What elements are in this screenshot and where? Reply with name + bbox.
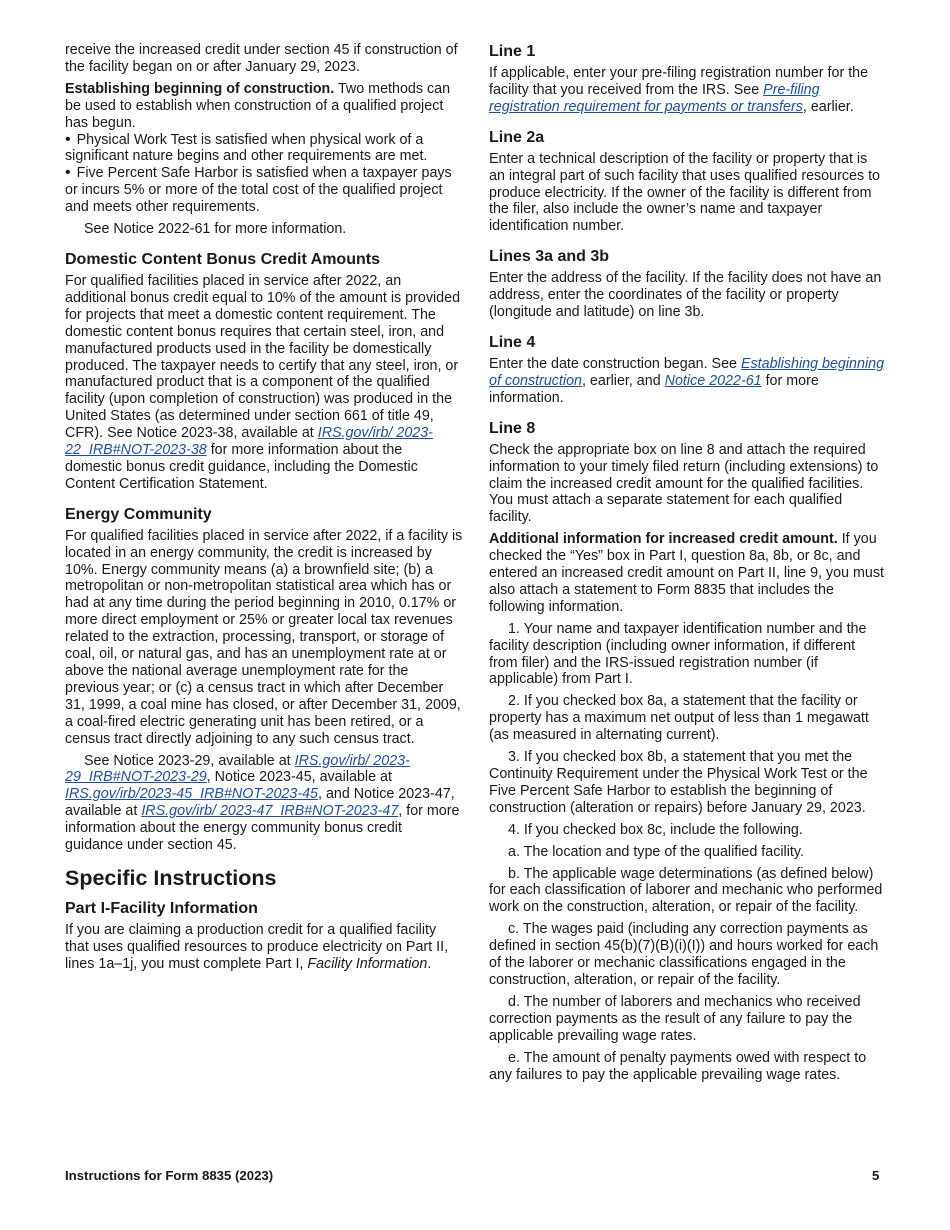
line1-text: If applicable, enter your pre-filing registration number for the facility that you received from the IRS. See [489,65,869,98]
list-item-3: 3. If you checked box 8b, a statement that you met the Continuity Requirement under the Physical Work Test or the Five Percent Safe Harbor to establish the beginning of construction (alteration or repairs) before January 29, 2023. [489,749,868,816]
domestic-content-paragraph [65,273,463,493]
line8-paragraph: Check the appropriate box on line 8 and attach the required information to your timely filed return (including extensions) to claim the increased credit amount for the qualified facilities. You must attach a separate statement for each qualified facility. [489,441,879,526]
line2a-paragraph: Enter a technical description of the facility or property that is an integral part of such facility that uses qualified resources to produce electricity. If the owner of the facility is different from the filer, also include the owner’s name and taxpayer identification number. [489,150,880,235]
footer-form-title: Instructions for Form 8835 (2023) [65,1168,274,1183]
establishing-construction-text: Two methods can be used to establish when construction of a qualified project has begun. [65,80,451,131]
notice-2022-61-link[interactable]: Notice 2022-61 [664,372,762,389]
line1-heading: Line 1 [489,43,536,60]
paragraph-continued: receive the increased credit under section 45 if construction of the facility began on or after January 29, 2023. [65,42,458,75]
part1-italic: Facility Information [307,955,428,972]
line4-text: Enter the date construction began. See [489,355,741,372]
notice-2023-45-link[interactable]: IRS.gov/irb/2023-45_IRB#NOT-2023-45 [65,786,318,803]
establishing-construction-lead: Establishing beginning of construction. [65,80,335,97]
right-column [489,42,887,1083]
list-item-d: d. The number of laborers and mechanics who received correction payments as the result of any failure to pay the applicable prevailing wage rates. [489,993,861,1044]
energy-notices-text-c: , and Notice 2023-47, available at [65,786,455,820]
notice-2023-29-link[interactable]: IRS.gov/irb/ 2023-29_IRB#NOT-2023-29 [65,752,410,786]
lines3a3b-paragraph: Enter the address of the facility. If the facility does not have an address, enter the coordinates of the facility or property (longitude and latitude) on line 3b. [489,270,882,321]
lines3a3b-heading: Lines 3a and 3b [489,248,610,266]
line4-mid: , earlier, and [581,372,665,389]
part1-paragraph [65,922,463,973]
part1-heading: Part I-Facility Information [65,899,258,917]
additional-info-lead: Additional information for increased credit amount. [489,531,838,548]
energy-notices-paragraph [65,753,463,854]
bullet-five-percent-safe-harbor: • Five Percent Safe Harbor is satisfied when a taxpayer pays or incurs 5% or more of the total cost of the qualified project and meets other requirements. [65,165,463,216]
additional-info-text: If you checked the “Yes” box in Part I, question 8a, 8b, or 8c, and entered an increased credit amount on Part II, line 9, you must also attach a statement to Form 8835 that includes the following information. [489,531,884,615]
domestic-content-tail: for more information about the domestic bonus credit guidance, including the Domestic Content Certification Statement. [65,442,418,492]
additional-info-paragraph [489,531,887,616]
notice-2023-38-link[interactable]: IRS.gov/irb/ 2023-22_IRB#NOT-2023-38 [65,425,433,459]
establishing-construction-link[interactable]: Establishing beginning of construction [489,355,885,389]
footer-page-number: 5 [872,1168,880,1183]
specific-instructions-heading: Specific Instructions [65,865,277,890]
line2a-heading: Line 2a [489,128,545,146]
establishing-construction-paragraph [65,81,463,132]
domestic-content-text: For qualified facilities placed in service after 2022, an additional bonus credit equal to 10% of the amount is provided for projects that meet a domestic content requirement. The domestic content bonus requires that certain steel, iron, and manufactured products used in the facility be domestically produced. The taxpayer needs to certify that any steel, iron, or manufactured product that is a component of the qualified facility (upon completion of construction) was produced in the United States (as determined under section 661 of title 49, CFR). See Notice 2023-38, available at [65,272,461,442]
notice-2023-47-link[interactable]: IRS.gov/irb/ 2023-47_IRB#NOT-2023-47 [141,803,399,820]
see-notice-2022-61: See Notice 2022-61 for more information. [84,221,347,238]
energy-community-heading: Energy Community [65,505,212,523]
line4-heading: Line 4 [489,333,536,351]
left-column [65,42,463,973]
list-item-c: c. The wages paid (including any correction payments as defined in section 45(b)(7)(B)(i)(I)) and hours worked for each of the laborer or mechanic classifications engaged in the construction, alteration, or repair of the facility. [489,921,879,988]
energy-notices-text-b: , Notice 2023-45, available at [206,769,392,786]
list-item-4: 4. If you checked box 8c, include the following. [508,821,803,838]
energy-community-paragraph: For qualified facilities placed in service after 2022, if a facility is located in an energy community, the credit is increased by 10%. Energy community means (a) a brownfield site; (b) a metropolitan or non-metropolitan statistical area which has or had at any time during the period beginning in 2010, 0.17% or more direct employment or 25% or greater local tax revenues related to the extraction, processing, transport, or storage of coal, oil, or natural gas, and has an unemployment rate at or above the national average unemployment rate for the previous year; or (c) a census tract in which after December 31, 1999, a coal mine has closed, or after December 31, 2009, a coal-fired electric generating unit has been retired, or a census tract directly adjoining to any such census tract. [65,527,463,747]
part1-end: . [427,955,432,972]
domestic-content-heading: Domestic Content Bonus Credit Amounts [65,250,380,268]
energy-notices-text-d: , for more information about the energy community bonus credit guidance under section 45. [65,803,460,854]
list-item-2: 2. If you checked box 8a, a statement that the facility or property has a maximum net output of less than 1 megawatt (as measured in alternating current). [489,693,869,744]
bullet-physical-work-test: • Physical Work Test is satisfied when physical work of a significant nature begins and other requirements are met. [65,132,463,166]
energy-notices-text-a: See Notice 2023-29, available at [84,752,295,769]
list-item-b: b. The applicable wage determinations (as defined below) for each classification of laborer and mechanic who performed work on the construction, alteration, or repair of the facility. [489,865,883,916]
pre-filing-registration-link[interactable]: Pre-filing registration requirement for payments or transfers [489,81,820,115]
line1-paragraph [489,65,887,116]
line4-tail: for more information. [489,372,819,406]
line4-paragraph [489,356,887,407]
list-item-a: a. The location and type of the qualified facility. [508,843,804,860]
list-item-1: 1. Your name and taxpayer identification number and the facility description (including owner information, if different from filer) and the IRS-issued registration number (if applicable) from Part I. [489,620,867,688]
part1-text: If you are claiming a production credit for a qualified facility that uses qualified resources to produce electricity on Part II, lines 1a–1j, you must complete Part I, [65,921,449,972]
list-item-e: e. The amount of penalty payments owed with respect to any failures to pay the applicable prevailing wage rates. [489,1049,867,1083]
line8-heading: Line 8 [489,419,536,437]
line1-tail: , earlier. [802,98,854,115]
